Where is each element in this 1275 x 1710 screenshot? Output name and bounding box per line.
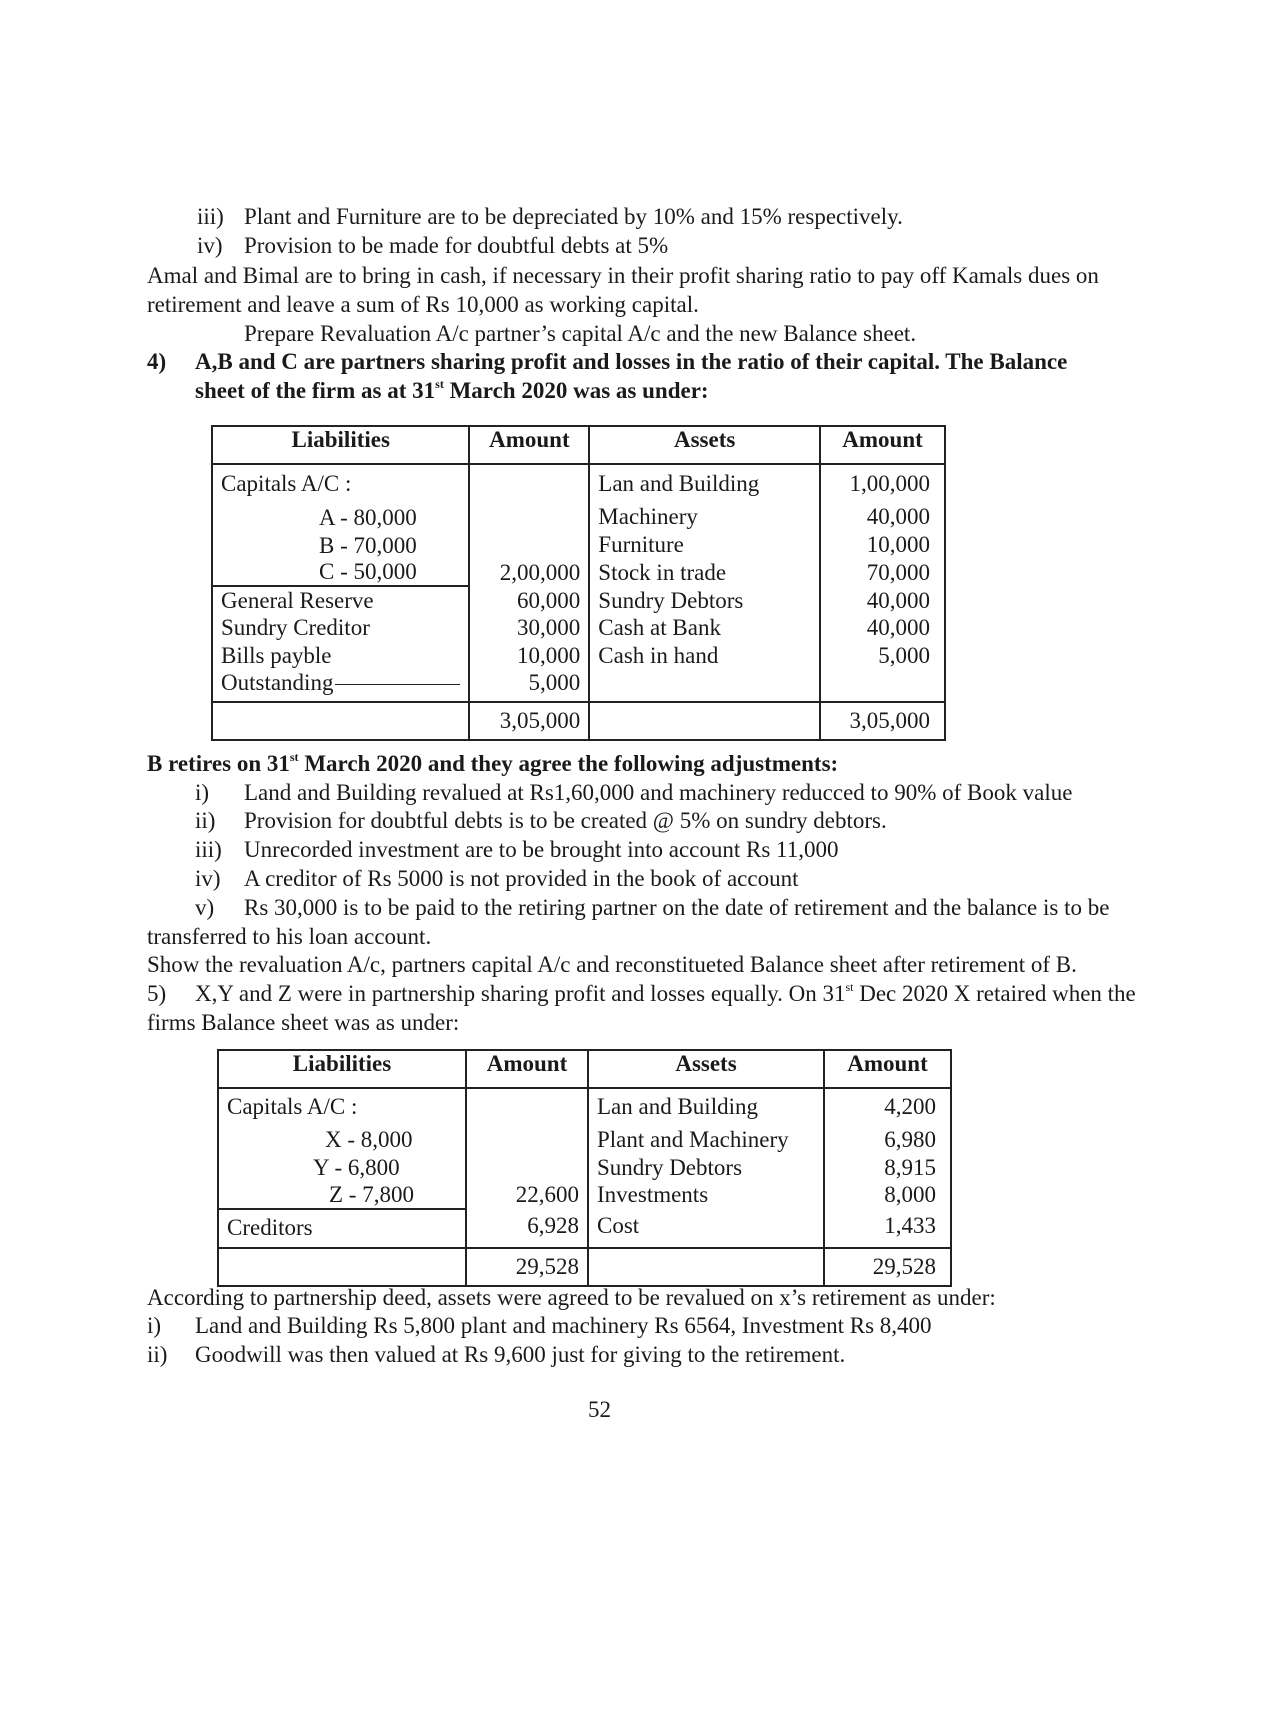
show-instruction: Show the revaluation A/c, partners capital A/c and reconstitueted Balance sheet after retirement of B. xyxy=(147,952,1077,977)
total-liabilities: 3,05,000 xyxy=(469,702,589,740)
balance-sheet-q5 xyxy=(217,1049,952,1287)
asset-stock: Stock in trade xyxy=(598,560,727,585)
item-text: Rs 30,000 is to be paid to the retiring partner on the date of retirement and the balance is to be xyxy=(244,895,1110,920)
revaluation-item xyxy=(147,1340,845,1370)
header-assets: Assets xyxy=(588,1050,824,1088)
item-number: i) xyxy=(147,1313,162,1338)
adjustment-item xyxy=(195,893,1109,923)
total-liabilities: 29,528 xyxy=(466,1248,588,1286)
q5-line1 xyxy=(147,979,1136,1009)
item-number: ii) xyxy=(147,1342,168,1367)
q5-text: X,Y and Z were in partnership sharing profit and losses equally. On 31 xyxy=(195,981,846,1006)
asset-sundry-debtors: Sundry Debtors xyxy=(598,588,744,613)
asset-investments: Investments xyxy=(597,1182,709,1207)
amount-furniture: 10,000 xyxy=(866,532,930,557)
liabilities-column xyxy=(212,464,469,702)
amount-capitals: 2,00,000 xyxy=(499,560,581,585)
item-number: ii) xyxy=(195,808,216,833)
amount-land-building: 4,200 xyxy=(884,1094,936,1119)
amount-cash-hand: 5,000 xyxy=(878,643,930,668)
item-number: iv) xyxy=(197,233,223,258)
retire-text: B retires on 31 xyxy=(147,751,290,776)
item-text: Provision for doubtful debts is to be created @ 5% on sundry debtors. xyxy=(244,808,887,833)
amount-creditors: 6,928 xyxy=(527,1213,579,1238)
amount-land-building: 1,00,000 xyxy=(849,471,930,496)
header-amount: Amount xyxy=(469,426,589,464)
amount-sundry-debtors: 40,000 xyxy=(866,588,930,613)
item-text: A creditor of Rs 5000 is not provided in the book of account xyxy=(244,866,799,891)
leader-line xyxy=(335,684,460,685)
capital-label: Capitals A/C : xyxy=(221,471,352,496)
amount-general-reserve: 60,000 xyxy=(517,588,581,613)
retire-tail: March 2020 and they agree the following adjustments: xyxy=(298,751,839,776)
amount-outstanding: 5,000 xyxy=(528,670,581,695)
amount-machinery: 40,000 xyxy=(866,504,930,529)
asset-plant-machinery: Plant and Machinery xyxy=(597,1127,789,1152)
asset-amounts xyxy=(824,1088,951,1248)
asset-land-building: Lan and Building xyxy=(598,471,760,496)
capital-z: Z - 7,800 xyxy=(219,1181,465,1210)
amount-cash-bank: 40,000 xyxy=(866,615,930,640)
header-assets: Assets xyxy=(589,426,820,464)
amount-sundry-creditor: 30,000 xyxy=(517,615,581,640)
liability-outstanding-label: Outstanding xyxy=(221,670,334,695)
asset-cash-hand: Cash in hand xyxy=(598,643,719,668)
header-liabilities: Liabilities xyxy=(212,426,469,464)
q4-line1: A,B and C are partners sharing profit and losses in the ratio of their capital. The Balance xyxy=(195,349,1068,374)
capital-y: Y - 6,800 xyxy=(313,1155,400,1180)
asset-cash-bank: Cash at Bank xyxy=(598,615,721,640)
amount-plant-machinery: 6,980 xyxy=(884,1127,936,1152)
header-liabilities: Liabilities xyxy=(218,1050,466,1088)
q4-line2 xyxy=(195,376,709,406)
asset-machinery: Machinery xyxy=(598,504,698,529)
item-number: iv) xyxy=(195,866,221,891)
header-amount: Amount xyxy=(824,1050,951,1088)
liability-outstanding xyxy=(221,669,460,697)
asset-cost: Cost xyxy=(597,1213,640,1238)
q4-number: 4) xyxy=(147,349,167,374)
liabilities-column xyxy=(218,1088,466,1248)
retire-heading xyxy=(147,749,838,779)
asset-land-building: Lan and Building xyxy=(597,1094,758,1119)
liability-general-reserve: General Reserve xyxy=(221,588,374,613)
capital-a: A - 80,000 xyxy=(319,505,417,530)
q4-line2-sup: st xyxy=(435,377,444,391)
amount-stock: 70,000 xyxy=(866,560,930,585)
capital-c: C - 50,000 xyxy=(213,559,468,587)
intro-prepare: Prepare Revaluation A/c partner’s capital A/c and the new Balance sheet. xyxy=(244,321,917,346)
item-number: i) xyxy=(195,780,210,805)
total-assets: 3,05,000 xyxy=(820,702,945,740)
adjustment-item xyxy=(195,864,798,894)
amount-bills-payable: 10,000 xyxy=(517,643,581,668)
q5-number: 5) xyxy=(147,981,167,1006)
total-blank xyxy=(589,702,820,740)
q5-line2: firms Balance sheet was as under: xyxy=(147,1010,460,1035)
assets-column xyxy=(589,464,820,702)
asset-sundry-debtors: Sundry Debtors xyxy=(597,1155,743,1180)
item-text: Unrecorded investment are to be brought into account Rs 11,000 xyxy=(244,837,839,862)
asset-amounts xyxy=(820,464,945,702)
item-number: iii) xyxy=(195,837,222,862)
intro-item xyxy=(197,231,668,261)
amount-sundry-debtors: 8,915 xyxy=(884,1155,936,1180)
capital-x: X - 8,000 xyxy=(325,1127,413,1152)
page-number: 52 xyxy=(588,1397,611,1422)
revaluation-item xyxy=(147,1311,932,1341)
header-amount: Amount xyxy=(820,426,945,464)
intro-item xyxy=(197,202,903,232)
liability-sundry-creditor: Sundry Creditor xyxy=(221,615,370,640)
according-text: According to partnership deed, assets were agreed to be revalued on x’s retirement as under: xyxy=(147,1285,996,1310)
item-text: Provision to be made for doubtful debts at 5% xyxy=(244,233,669,258)
adjustment-item xyxy=(195,835,838,865)
q5-tail: Dec 2020 X retaired when the xyxy=(853,981,1136,1006)
amount-investments: 8,000 xyxy=(884,1182,936,1207)
liability-creditors: Creditors xyxy=(227,1215,313,1240)
capital-b: B - 70,000 xyxy=(319,533,417,558)
item-text: Land and Building Rs 5,800 plant and machinery Rs 6564, Investment Rs 8,400 xyxy=(195,1313,932,1338)
intro-paragraph: Amal and Bimal are to bring in cash, if necessary in their profit sharing ratio to pay off Kamals dues on xyxy=(147,263,1099,288)
balance-sheet-q4 xyxy=(211,425,946,741)
total-blank xyxy=(212,702,469,740)
amount-cost: 1,433 xyxy=(884,1213,936,1238)
total-assets: 29,528 xyxy=(824,1248,951,1286)
amount-capitals: 22,600 xyxy=(515,1182,579,1207)
item-number: iii) xyxy=(197,204,224,229)
adjustment-item xyxy=(195,806,887,836)
liability-amounts xyxy=(469,464,589,702)
item-number: v) xyxy=(195,895,215,920)
liability-amounts xyxy=(466,1088,588,1248)
q4-line2-tail: March 2020 was as under: xyxy=(443,378,709,403)
capital-label: Capitals A/C : xyxy=(227,1094,358,1119)
intro-paragraph: retirement and leave a sum of Rs 10,000 as working capital. xyxy=(147,292,699,317)
item-text: Plant and Furniture are to be depreciated by 10% and 15% respectively. xyxy=(244,204,903,229)
item-text: Goodwill was then valued at Rs 9,600 just for giving to the retirement. xyxy=(195,1342,846,1367)
liability-bills-payable: Bills payble xyxy=(221,643,332,668)
header-amount: Amount xyxy=(466,1050,588,1088)
total-blank xyxy=(218,1248,466,1286)
q5-sup: st xyxy=(845,980,854,994)
asset-furniture: Furniture xyxy=(598,532,684,557)
total-blank xyxy=(588,1248,824,1286)
item-text: Land and Building revalued at Rs1,60,000 and machinery reducced to 90% of Book value xyxy=(244,780,1073,805)
retire-sup: st xyxy=(289,750,299,764)
adjustment-continuation: transferred to his loan account. xyxy=(147,924,432,949)
q4-line2-text: sheet of the firm as at 31 xyxy=(195,378,436,403)
adjustment-item xyxy=(195,778,1072,808)
assets-column xyxy=(588,1088,824,1248)
